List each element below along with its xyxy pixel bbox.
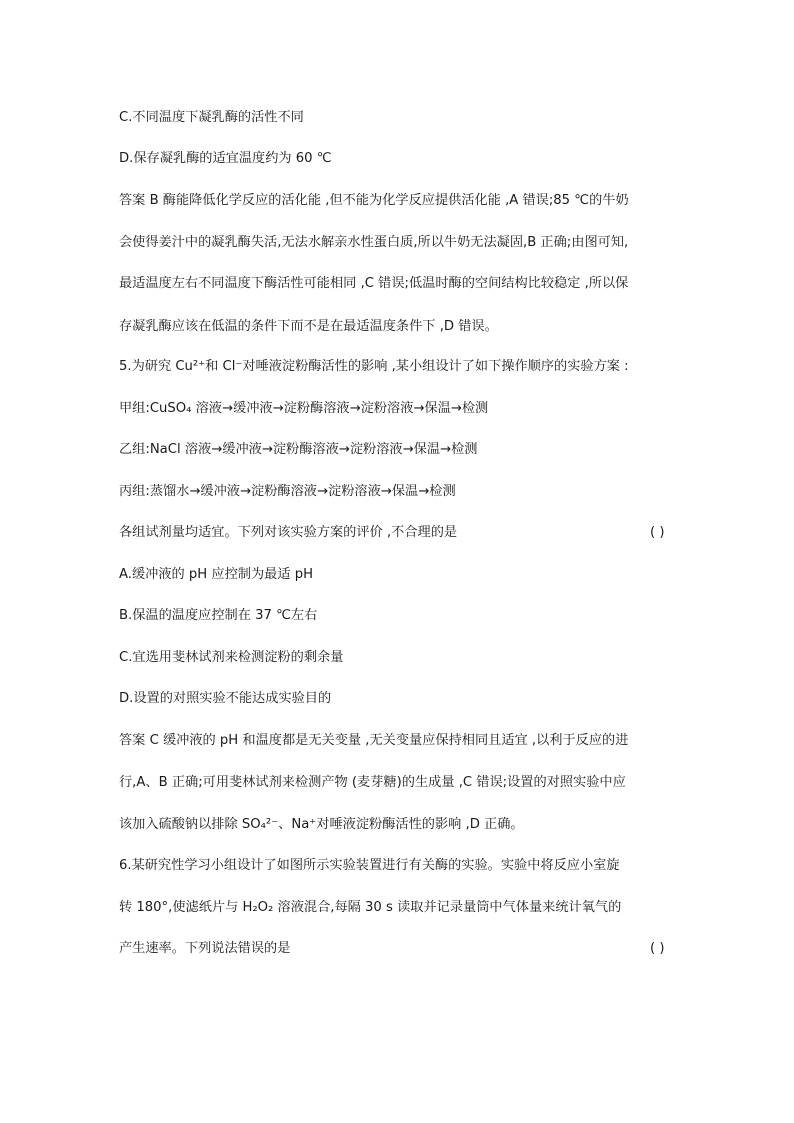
question-5-option-c: C.宜选用斐林试剂来检测淀粉的剩余量 bbox=[119, 650, 344, 665]
option-d-prev: D.保存凝乳酶的适宜温度约为 60 ℃ bbox=[119, 151, 332, 166]
question-5-option-d: D.设置的对照实验不能达成实验目的 bbox=[119, 691, 332, 706]
answer-4-line-1: 答案 B 酶能降低化学反应的活化能 ,但不能为化学反应提供活化能 ,A 错误;85 ℃的牛奶 bbox=[119, 193, 629, 208]
answer-4-line-4: 存凝乳酶应该在低温的条件下而不是在最适温度条件下 ,D 错误。 bbox=[119, 319, 498, 334]
question-5-prompt: 各组试剂量均适宜。下列对该实验方案的评价 ,不合理的是 bbox=[119, 525, 458, 540]
question-5-group-c: 丙组:蒸馏水→缓冲液→淀粉酶溶液→淀粉溶液→保温→检测 bbox=[119, 484, 456, 499]
answer-4-line-3: 最适温度左右不同温度下酶活性可能相同 ,C 错误;低温时酶的空间结构比较稳定 ,所以保 bbox=[119, 276, 629, 291]
question-5-group-b: 乙组:NaCl 溶液→缓冲液→淀粉酶溶液→淀粉溶液→保温→检测 bbox=[119, 442, 478, 457]
question-6-line-2: 转 180°,使滤纸片与 H₂O₂ 溶液混合,每隔 30 s 读取并记录量筒中气体量来统计氧气的 bbox=[119, 900, 622, 915]
answer-5-line-2: 行,A、B 正确;可用斐林试剂来检测产物 (麦芽糖)的生成量 ,C 错误;设置的对照实验中应 bbox=[119, 775, 626, 790]
answer-5-line-3: 该加入硫酸钠以排除 SO₄²⁻、Na⁺对唾液淀粉酶活性的影响 ,D 正确。 bbox=[119, 817, 524, 832]
question-5-option-a: A.缓冲液的 pH 应控制为最适 pH bbox=[119, 567, 314, 582]
question-6-line-3: 产生速率。下列说法错误的是 bbox=[119, 941, 291, 956]
answer-5-line-1: 答案 C 缓冲液的 pH 和温度都是无关变量 ,无关变量应保持相同且适宜 ,以利于反应的进 bbox=[119, 733, 629, 748]
option-c-prev: C.不同温度下凝乳酶的活性不同 bbox=[119, 110, 304, 125]
question-6-answer-bracket: ( ) bbox=[650, 941, 665, 956]
question-5-option-b: B.保温的温度应控制在 37 ℃左右 bbox=[119, 608, 318, 623]
question-5-group-a: 甲组:CuSO₄ 溶液→缓冲液→淀粉酶溶液→淀粉溶液→保温→检测 bbox=[119, 401, 489, 416]
question-6-line-1: 6.某研究性学习小组设计了如图所示实验装置进行有关酶的实验。实验中将反应小室旋 bbox=[119, 858, 620, 873]
answer-4-line-2: 会使得姜汁中的凝乳酶失活,无法水解亲水性蛋白质,所以牛奶无法凝固,B 正确;由图可知, bbox=[119, 235, 629, 250]
question-5-answer-bracket: ( ) bbox=[650, 525, 665, 540]
question-5-stem: 5.为研究 Cu²⁺和 Cl⁻对唾液淀粉酶活性的影响 ,某小组设计了如下操作顺序的实验方案 : bbox=[119, 359, 629, 374]
